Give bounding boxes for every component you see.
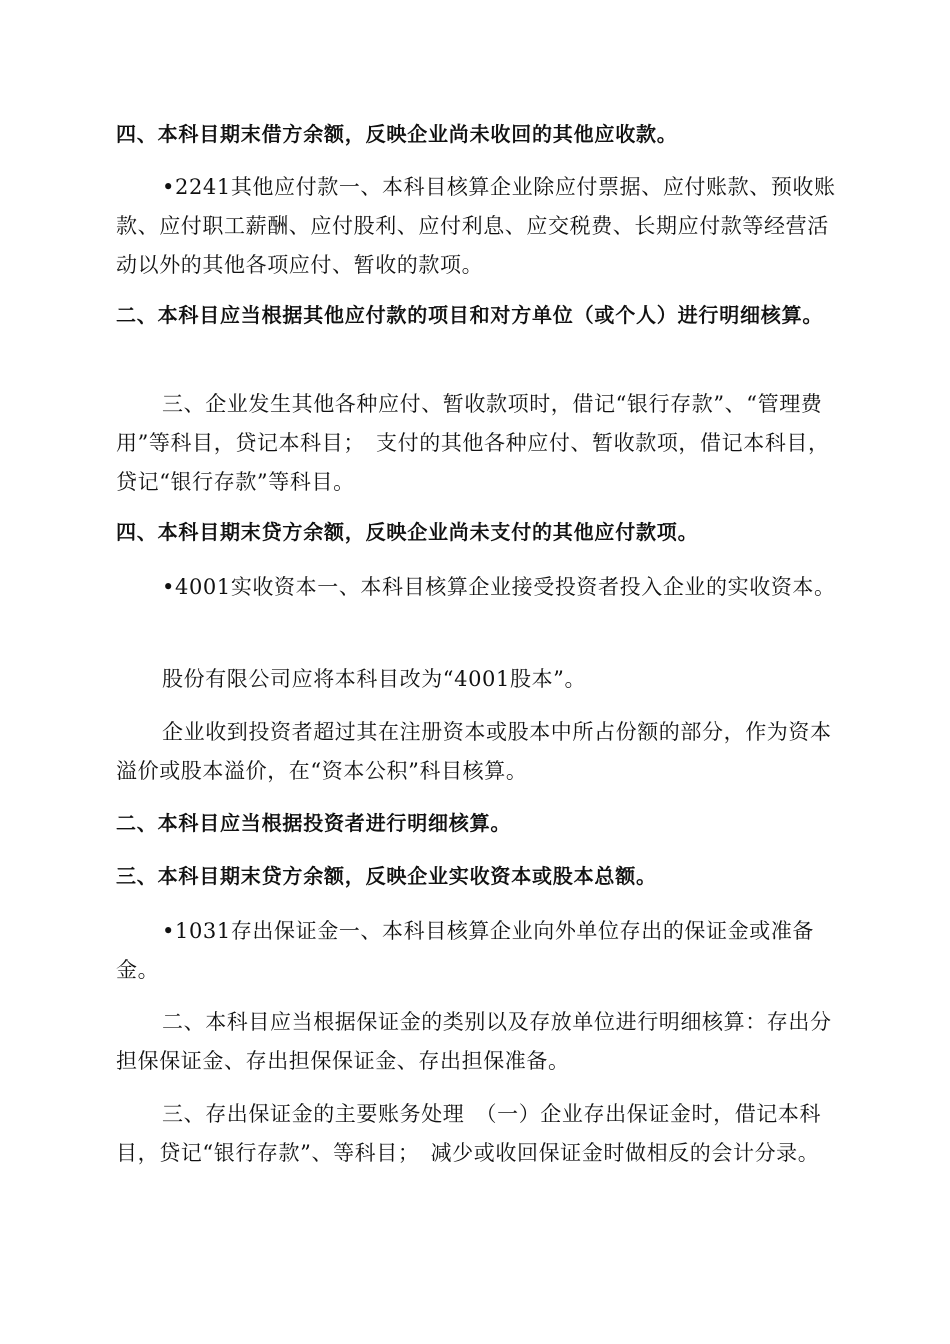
paragraph-deposit-detail-accounting: 二、本科目应当根据保证金的类别以及存放单位进行明细核算：存出分担保保证金、存出担保保证金、存出担保准备。 xyxy=(116,1010,832,1073)
paragraph-capital-detail-accounting: 二、本科目应当根据投资者进行明细核算。 xyxy=(116,811,512,835)
paragraph-capital-ending-balance: 三、本科目期末贷方余额，反映企业实收资本或股本总额。 xyxy=(116,864,657,888)
paragraph-deposit-entries: 三、存出保证金的主要账务处理 （一）企业存出保证金时，借记本科目，贷记“银行存款”、等科目； 减少或收回保证金时做相反的会计分录。 xyxy=(116,1102,822,1165)
paragraph-other-payables-ending-balance: 四、本科目期末贷方余额，反映企业尚未支付的其他应付款项。 xyxy=(116,520,699,544)
paragraph-other-payables-entries: 三、企业发生其他各种应付、暂收款项时，借记“银行存款”、“管理费用”等科目，贷记本科目； 支付的其他各种应付、暂收款项，借记本科目，贷记“银行存款”等科目。 xyxy=(116,392,830,494)
paragraph-2241-other-payables: •2241其他应付款一、本科目核算企业除应付票据、应付账款、预收账款、应付职工薪酬、应付股利、应付利息、应交税费、长期应付款等经营活动以外的其他各项应付、暂收的款项。 xyxy=(116,175,836,277)
paragraph-other-receivables-ending-balance: 四、本科目期末借方余额，反映企业尚未收回的其他应收款。 xyxy=(116,122,678,146)
paragraph-other-payables-detail-accounting: 二、本科目应当根据其他应付款的项目和对方单位（或个人）进行明细核算。 xyxy=(116,303,824,327)
paragraph-1031-deposit-guarantee: •1031存出保证金一、本科目核算企业向外单位存出的保证金或准备金。 xyxy=(116,919,815,982)
paragraph-share-capital-note: 股份有限公司应将本科目改为“4001股本”。 xyxy=(162,667,587,691)
paragraph-capital-premium: 企业收到投资者超过其在注册资本或股本中所占份额的部分，作为资本溢价或股本溢价，在“资本公积”科目核算。 xyxy=(116,720,832,783)
paragraph-4001-paid-in-capital: •4001实收资本一、本科目核算企业接受投资者投入企业的实收资本。 xyxy=(162,575,836,599)
